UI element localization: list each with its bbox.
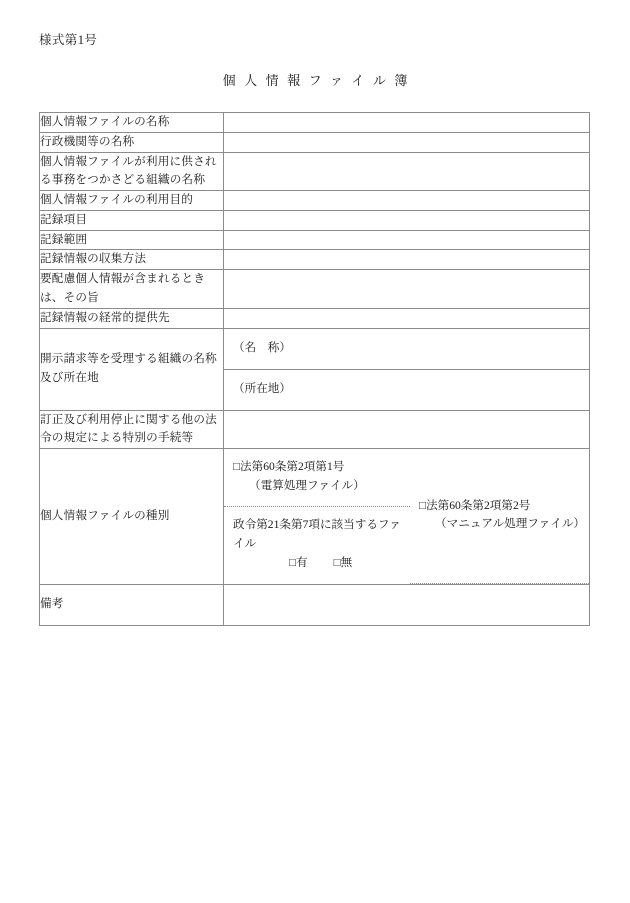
file-kind-option2-checkbox-label: □法第60条第2項第2号 [419, 498, 531, 512]
row-label: 記録情報の収集方法 [40, 250, 224, 270]
file-kind-option2-sublabel: （マニュアル処理ファイル） [435, 517, 586, 531]
disclosure-office-value [224, 328, 590, 410]
row-label: 個人情報ファイルの名称 [40, 113, 224, 133]
correction-row [40, 410, 590, 449]
row-label: 記録範囲 [40, 230, 224, 250]
row-label: 個人情報ファイルの利用目的 [40, 191, 224, 211]
row-value[interactable] [224, 584, 590, 625]
disclosure-split-table [224, 329, 589, 410]
form-number: 様式第1号 [39, 33, 98, 47]
disclosure-name-row [224, 329, 589, 370]
disclosure-address-cell[interactable] [224, 369, 589, 410]
file-kind-row [40, 449, 590, 584]
row-value[interactable] [224, 152, 590, 191]
row-value[interactable] [224, 410, 590, 449]
file-kind-option-group [224, 449, 589, 506]
table-row [40, 191, 590, 211]
page-title: 個人情報ファイル簿 [222, 73, 416, 88]
disclosure-office-row [40, 328, 590, 410]
file-kind-inner-table [224, 449, 589, 583]
file-kind-option1-cell[interactable] [224, 449, 410, 506]
file-kind-ordinance-label: 政令第21条第7項に該当するファイル [233, 517, 401, 550]
row-value[interactable] [224, 308, 590, 328]
row-label: 記録項目 [40, 210, 224, 230]
row-value[interactable] [224, 270, 590, 309]
row-label: 行政機関等の名称 [40, 132, 224, 152]
row-value[interactable] [224, 113, 590, 133]
table-row [40, 132, 590, 152]
table-row [40, 250, 590, 270]
file-kind-option1-sublabel: （電算処理ファイル） [249, 478, 365, 492]
file-kind-option2-cell[interactable] [410, 449, 589, 583]
row-label: 個人情報ファイルが利用に供される事務をつかさどる組織の名称 [40, 152, 224, 191]
row-label: 要配慮個人情報が含まれるときは、その旨 [40, 270, 224, 309]
row-label: 備考 [40, 584, 224, 625]
table-row [40, 270, 590, 309]
checkbox-yes[interactable]: □有 [289, 556, 308, 570]
row-value[interactable] [224, 230, 590, 250]
row-value[interactable] [224, 132, 590, 152]
row-value[interactable] [224, 210, 590, 230]
table-row [40, 230, 590, 250]
row-label: 個人情報ファイルの種別 [40, 449, 224, 584]
row-label: 記録情報の経常的提供先 [40, 308, 224, 328]
remarks-row [40, 584, 590, 625]
disclosure-name-label: （名 称） [233, 341, 291, 355]
disclosure-name-cell[interactable] [224, 329, 589, 370]
file-kind-ordinance-cell[interactable] [224, 506, 410, 583]
personal-information-file-table [39, 112, 590, 626]
row-value[interactable] [224, 250, 590, 270]
row-value[interactable] [224, 191, 590, 211]
table-row [40, 308, 590, 328]
table-row [40, 113, 590, 133]
table-row [40, 152, 590, 191]
disclosure-address-row [224, 369, 589, 410]
file-kind-options [224, 449, 590, 584]
file-kind-ordinance-checkboxes [233, 554, 401, 573]
file-kind-option1-checkbox-label: □法第60条第2項第1号 [233, 460, 345, 474]
row-label: 訂正及び利用停止に関する他の法令の規定による特別の手続等 [40, 410, 224, 449]
table-row [40, 210, 590, 230]
checkbox-no[interactable]: □無 [333, 556, 353, 570]
disclosure-address-label: （所在地） [233, 382, 291, 396]
row-label: 開示請求等を受理する組織の名称及び所在地 [40, 328, 224, 410]
